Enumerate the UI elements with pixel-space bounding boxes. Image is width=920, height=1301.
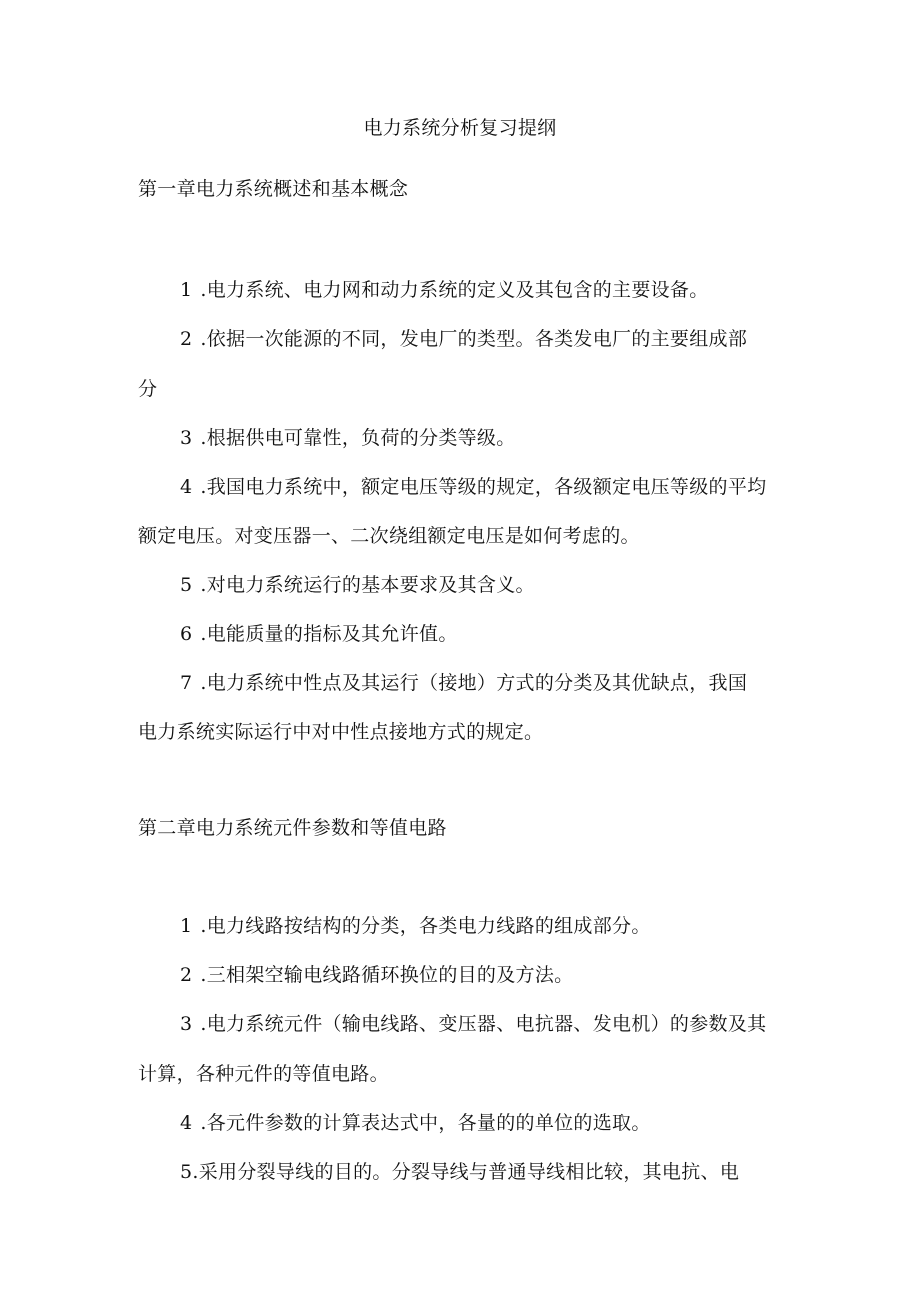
chapter-1-item-2-continuation: 分	[138, 378, 158, 400]
item-text: .各元件参数的计算表达式中，各量的的单位的选取。	[200, 1112, 651, 1134]
chapter-1-item-1	[180, 278, 709, 302]
chapter-1-item-7-continuation: 电力系统实际运行中对中性点接地方式的规定。	[138, 721, 544, 743]
chapter-1-item-6	[180, 622, 458, 646]
item-text: .电力线路按结构的分类，各类电力线路的组成部分。	[200, 915, 651, 937]
item-number: 3	[180, 1013, 193, 1035]
chapter-1-item-7	[180, 671, 747, 695]
item-number: 3	[180, 427, 193, 449]
chapter-2-item-5	[180, 1160, 739, 1184]
item-text: .电能质量的指标及其允许值。	[200, 623, 458, 645]
chapter-2-item-3-continuation: 计算，各种元件的等值电路。	[138, 1063, 389, 1085]
item-number: 7	[180, 672, 193, 694]
document-title: 电力系统分析复习提纲	[363, 117, 557, 139]
chapter-1-item-2	[180, 327, 747, 351]
chapter-1-item-5	[180, 573, 535, 597]
item-number: 4	[180, 1112, 193, 1134]
item-text: .采用分裂导线的目的。分裂导线与普通导线相比较，其电抗、电	[192, 1161, 740, 1183]
item-text: .电力系统中性点及其运行（接地）方式的分类及其优缺点，我国	[200, 672, 748, 694]
item-text: .对电力系统运行的基本要求及其含义。	[200, 574, 535, 596]
chapter-2-item-1	[180, 914, 651, 938]
item-text: .根据供电可靠性，负荷的分类等级。	[200, 427, 516, 449]
chapter-1-item-4	[180, 475, 766, 499]
item-text: .电力系统元件（输电线路、变压器、电抗器、发电机）的参数及其	[200, 1013, 767, 1035]
item-text: .三相架空输电线路循环换位的目的及方法。	[200, 964, 574, 986]
chapter-1-item-4-continuation: 额定电压。对变压器一、二次绕组额定电压是如何考虑的。	[138, 525, 640, 547]
item-text: .我国电力系统中，额定电压等级的规定，各级额定电压等级的平均	[200, 476, 767, 498]
chapter-2-item-2	[180, 963, 573, 987]
chapter-2-heading: 第二章电力系统元件参数和等值电路	[138, 817, 447, 839]
item-number: 2	[180, 964, 193, 986]
item-number: 4	[180, 476, 193, 498]
item-number: 2	[180, 328, 193, 350]
item-text: .依据一次能源的不同，发电厂的类型。各类发电厂的主要组成部	[200, 328, 748, 350]
item-number: 5	[180, 574, 193, 596]
item-number: 1	[180, 279, 193, 301]
item-number: 5	[180, 1161, 193, 1183]
chapter-2-item-3	[180, 1012, 766, 1036]
item-text: .电力系统、电力网和动力系统的定义及其包含的主要设备。	[200, 279, 709, 301]
chapter-2-item-4	[180, 1111, 651, 1135]
item-number: 6	[180, 623, 193, 645]
chapter-1-item-3	[180, 426, 516, 450]
item-number: 1	[180, 915, 193, 937]
chapter-1-heading: 第一章电力系统概述和基本概念	[138, 178, 409, 200]
